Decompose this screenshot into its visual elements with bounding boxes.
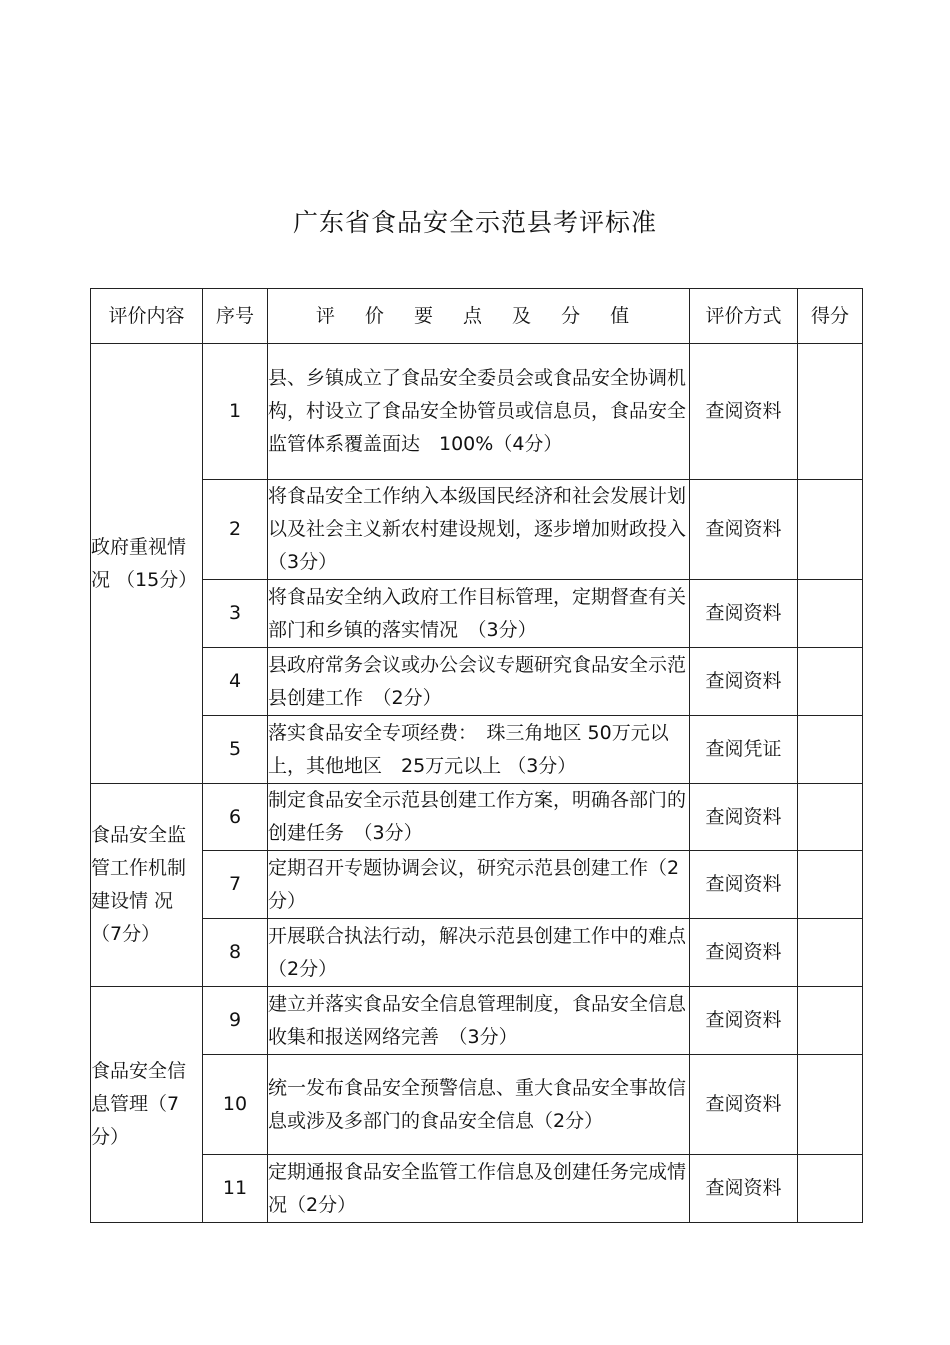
header-score: 得分 (798, 289, 863, 344)
table-row (91, 480, 863, 580)
header-row (91, 289, 863, 344)
evaluation-point: 制定食品安全示范县创建工作方案，明确各部门的创建任务 （3分） (268, 784, 690, 851)
evaluation-point: 统一发布食品安全预警信息、重大食品安全事故信息或涉及多部门的食品安全信息（2分） (268, 1055, 690, 1155)
category-cell: 食品安全信息管理（7分） (91, 987, 203, 1223)
evaluation-point: 开展联合执法行动，解决示范县创建工作中的难点（2分） (268, 919, 690, 987)
evaluation-point: 定期通报食品安全监管工作信息及创建任务完成情况（2分） (268, 1155, 690, 1223)
row-number: 8 (203, 919, 268, 987)
score-cell[interactable] (798, 851, 863, 919)
evaluation-method: 查阅资料 (690, 580, 798, 648)
table-row (91, 784, 863, 851)
evaluation-point: 落实食品安全专项经费： 珠三角地区 50万元以上，其他地区 25万元以上 （3分） (268, 716, 690, 784)
row-number: 3 (203, 580, 268, 648)
row-number: 10 (203, 1055, 268, 1155)
category-cell: 政府重视情况 （15分） (91, 344, 203, 784)
evaluation-point: 将食品安全工作纳入本级国民经济和社会发展计划以及社会主义新农村建设规划，逐步增加财政投入 （3分） (268, 480, 690, 580)
evaluation-point: 县、乡镇成立了食品安全委员会或食品安全协调机构，村设立了食品安全协管员或信息员，食品安全监管体系覆盖面达 100%（4分） (268, 344, 690, 480)
evaluation-method: 查阅资料 (690, 480, 798, 580)
evaluation-method: 查阅资料 (690, 1155, 798, 1223)
evaluation-method: 查阅资料 (690, 919, 798, 987)
table-row (91, 716, 863, 784)
row-number: 2 (203, 480, 268, 580)
evaluation-method: 查阅资料 (690, 851, 798, 919)
score-cell[interactable] (798, 344, 863, 480)
evaluation-method: 查阅资料 (690, 987, 798, 1055)
row-number: 6 (203, 784, 268, 851)
row-number: 4 (203, 648, 268, 716)
score-cell[interactable] (798, 716, 863, 784)
score-cell[interactable] (798, 987, 863, 1055)
evaluation-point: 将食品安全纳入政府工作目标管理，定期督查有关部门和乡镇的落实情况 （3分） (268, 580, 690, 648)
row-number: 5 (203, 716, 268, 784)
score-cell[interactable] (798, 580, 863, 648)
score-cell[interactable] (798, 784, 863, 851)
table-row (91, 851, 863, 919)
table-row (91, 344, 863, 480)
table-row (91, 648, 863, 716)
category-cell: 食品安全监管工作机制建设情 况 （7分） (91, 784, 203, 987)
row-number: 11 (203, 1155, 268, 1223)
table-row (91, 919, 863, 987)
row-number: 7 (203, 851, 268, 919)
evaluation-method: 查阅资料 (690, 344, 798, 480)
score-cell[interactable] (798, 919, 863, 987)
header-method: 评价方式 (690, 289, 798, 344)
evaluation-table (90, 288, 863, 1223)
row-number: 9 (203, 987, 268, 1055)
row-number: 1 (203, 344, 268, 480)
document-title: 广东省食品安全示范县考评标准 (292, 208, 657, 237)
evaluation-point: 定期召开专题协调会议，研究示范县创建工作（2分） (268, 851, 690, 919)
header-number: 序号 (203, 289, 268, 344)
header-points: 评 价 要 点 及 分 值 (268, 289, 690, 344)
evaluation-method: 查阅凭证 (690, 716, 798, 784)
score-cell[interactable] (798, 1055, 863, 1155)
table-row (91, 1155, 863, 1223)
evaluation-method: 查阅资料 (690, 784, 798, 851)
table-row (91, 987, 863, 1055)
table-row (91, 580, 863, 648)
score-cell[interactable] (798, 648, 863, 716)
evaluation-method: 查阅资料 (690, 1055, 798, 1155)
evaluation-point: 建立并落实食品安全信息管理制度，食品安全信息收集和报送网络完善 （3分） (268, 987, 690, 1055)
header-category: 评价内容 (91, 289, 203, 344)
score-cell[interactable] (798, 1155, 863, 1223)
evaluation-point: 县政府常务会议或办公会议专题研究食品安全示范县创建工作 （2分） (268, 648, 690, 716)
score-cell[interactable] (798, 480, 863, 580)
evaluation-method: 查阅资料 (690, 648, 798, 716)
table-row (91, 1055, 863, 1155)
